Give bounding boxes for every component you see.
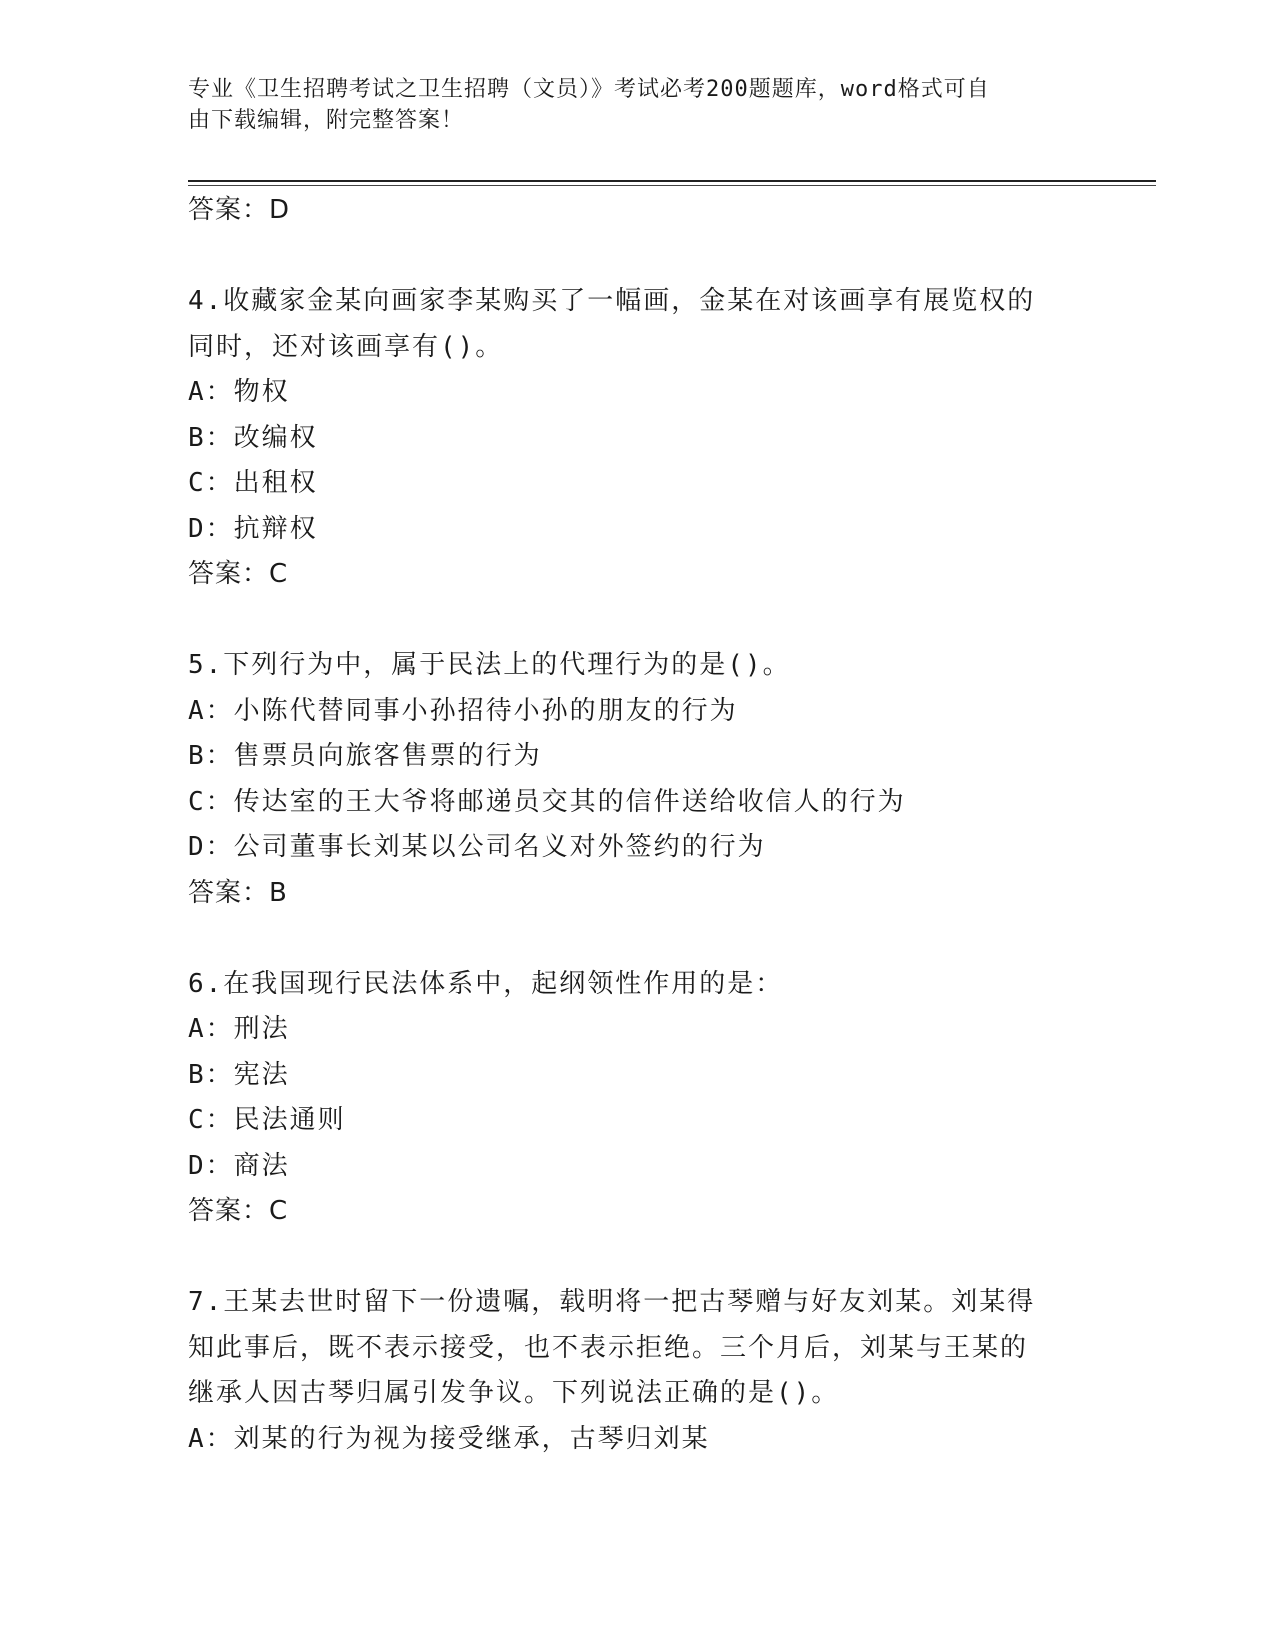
question-stem-line: 6.在我国现行民法体系中，起纲领性作用的是： (188, 968, 784, 999)
option-d: D：公司董事长刘某以公司名义对外签约的行为 (188, 832, 766, 862)
option-b: B：改编权 (188, 422, 318, 453)
spacer (188, 1235, 1068, 1281)
question-block (188, 643, 1068, 916)
question-stem-line: 继承人因古琴归属引发争议。下列说法正确的是()。 (188, 1378, 840, 1408)
question-stem-line: 7.王某去世时留下一份遗嘱，载明将一把古琴赠与好友刘某。刘某得 (188, 1287, 1036, 1317)
document-header (188, 74, 1068, 136)
answer-line: 答案：C (188, 559, 289, 589)
header-line-1: 专业《卫生招聘考试之卫生招聘（文员）》考试必考200题题库，word格式可自 (188, 77, 990, 102)
option-c: C：出租权 (188, 468, 318, 498)
option-d: D：抗辩权 (188, 513, 318, 544)
header-divider-thin (188, 185, 1156, 186)
question-stem-line: 4.收藏家金某向画家李某购买了一幅画，金某在对该画享有展览权的 (188, 286, 1036, 316)
spacer (188, 234, 1068, 280)
answer-line: 答案：B (188, 877, 288, 908)
question-stem-line: 5.下列行为中，属于民法上的代理行为的是()。 (188, 650, 791, 680)
option-c: C：民法通则 (188, 1105, 346, 1135)
question-block (188, 279, 1068, 598)
question-block (188, 962, 1068, 1235)
question-stem-line: 知此事后，既不表示接受，也不表示拒绝。三个月后，刘某与王某的 (188, 1332, 1029, 1363)
option-a: A：刑法 (188, 1014, 290, 1044)
question-block (188, 1280, 1068, 1462)
question-stem-line: 同时，还对该画享有()。 (188, 331, 504, 362)
option-b: B：售票员向旅客售票的行为 (188, 741, 542, 771)
spacer (188, 916, 1068, 962)
option-a: A：小陈代替同事小孙招待小孙的朋友的行为 (188, 695, 738, 726)
option-b: B：宪法 (188, 1059, 290, 1090)
option-c: C：传达室的王大爷将邮递员交其的信件送给收信人的行为 (188, 786, 906, 817)
header-line-2: 由下载编辑，附完整答案！ (188, 108, 465, 133)
option-d: D：商法 (188, 1150, 290, 1181)
option-a: A：刘某的行为视为接受继承，古琴归刘某 (188, 1423, 710, 1454)
option-a: A：物权 (188, 377, 290, 407)
question-list (188, 188, 1068, 1462)
spacer (188, 598, 1068, 644)
header-divider-thick (188, 180, 1156, 182)
answer-line: 答案：C (188, 1196, 289, 1226)
answer-line: 答案：D (188, 195, 291, 225)
